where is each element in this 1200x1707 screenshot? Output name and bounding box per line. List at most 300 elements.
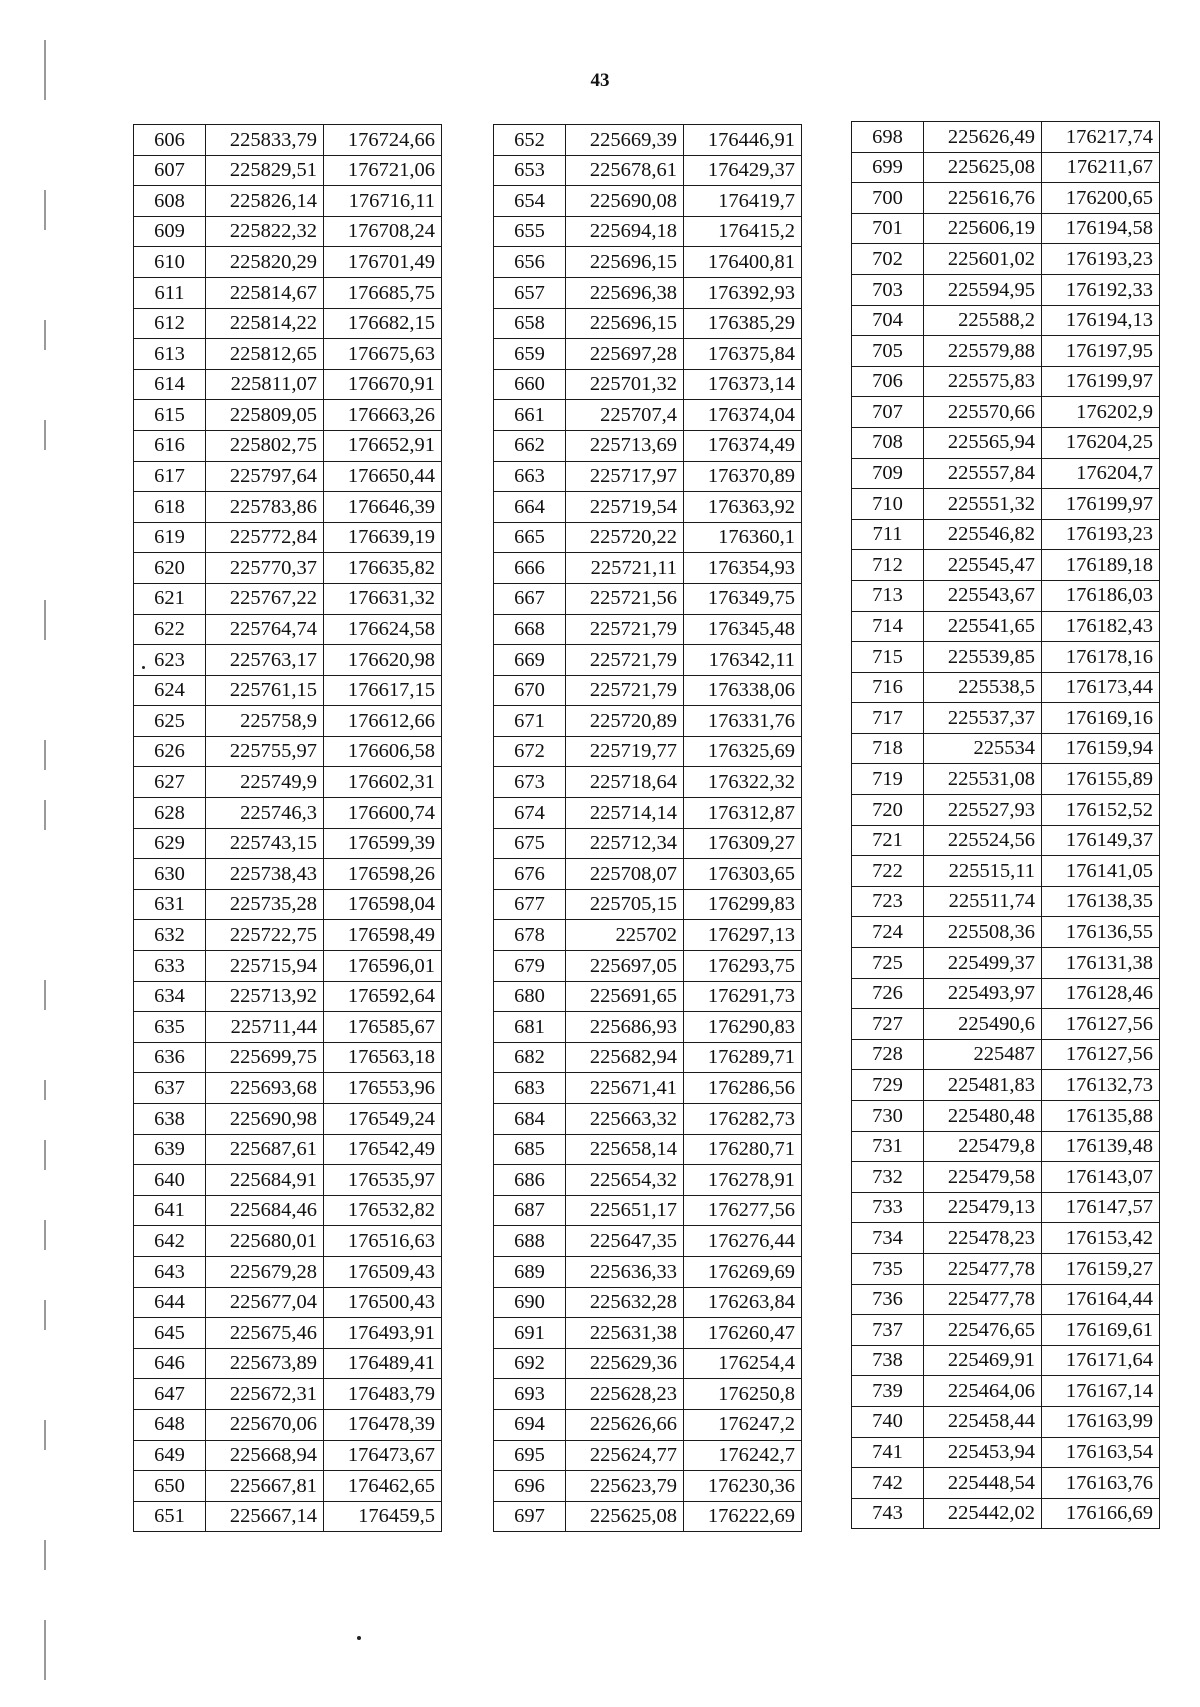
table-row [852,1284,1160,1315]
y-coordinate-cell: 176199,97 [1042,366,1160,397]
point-number-cell: 643 [134,1256,206,1287]
table-row [134,1256,442,1287]
point-number-cell: 667 [494,583,566,614]
y-coordinate-cell: 176342,11 [684,645,802,676]
x-coordinate-cell: 225721,56 [566,583,684,614]
x-coordinate-cell: 225707,4 [566,400,684,431]
table-row [852,274,1160,305]
point-number-cell: 693 [494,1379,566,1410]
table-row [852,886,1160,917]
y-coordinate-cell: 176385,29 [684,308,802,339]
x-coordinate-cell: 225684,46 [206,1195,324,1226]
table-row [494,1501,802,1532]
y-coordinate-cell: 176599,39 [324,828,442,859]
point-number-cell: 743 [852,1498,924,1529]
x-coordinate-cell: 225636,33 [566,1256,684,1287]
point-number-cell: 619 [134,522,206,553]
table-row [494,277,802,308]
table-row [494,675,802,706]
y-coordinate-cell: 176509,43 [324,1256,442,1287]
y-coordinate-cell: 176230,36 [684,1471,802,1502]
x-coordinate-cell: 225719,77 [566,736,684,767]
point-number-cell: 735 [852,1253,924,1284]
scan-margin-mark [44,1080,46,1100]
table-row [852,672,1160,703]
y-coordinate-cell: 176193,23 [1042,519,1160,550]
y-coordinate-cell: 176429,37 [684,155,802,186]
x-coordinate-cell: 225667,81 [206,1471,324,1502]
table-row [852,1070,1160,1101]
x-coordinate-cell: 225758,9 [206,706,324,737]
x-coordinate-cell: 225453,94 [924,1437,1042,1468]
y-coordinate-cell: 176242,7 [684,1440,802,1471]
point-number-cell: 696 [494,1471,566,1502]
x-coordinate-cell: 225713,92 [206,981,324,1012]
y-coordinate-cell: 176592,64 [324,981,442,1012]
x-coordinate-cell: 225588,2 [924,305,1042,336]
table-row [852,1162,1160,1193]
x-coordinate-cell: 225761,15 [206,675,324,706]
x-coordinate-cell: 225625,08 [924,152,1042,183]
x-coordinate-cell: 225487 [924,1039,1042,1070]
y-coordinate-cell: 176312,87 [684,798,802,829]
point-number-cell: 740 [852,1406,924,1437]
x-coordinate-cell: 225770,37 [206,553,324,584]
x-coordinate-cell: 225616,76 [924,183,1042,214]
y-coordinate-cell: 176473,67 [324,1440,442,1471]
x-coordinate-cell: 225508,36 [924,917,1042,948]
x-coordinate-cell: 225693,68 [206,1073,324,1104]
y-coordinate-cell: 176197,95 [1042,336,1160,367]
x-coordinate-cell: 225626,49 [924,122,1042,153]
point-number-cell: 629 [134,828,206,859]
y-coordinate-cell: 176309,27 [684,828,802,859]
x-coordinate-cell: 225524,56 [924,825,1042,856]
y-coordinate-cell: 176516,63 [324,1226,442,1257]
table-row [494,369,802,400]
y-coordinate-cell: 176374,04 [684,400,802,431]
table-row [134,522,442,553]
x-coordinate-cell: 225691,65 [566,981,684,1012]
y-coordinate-cell: 176132,73 [1042,1070,1160,1101]
x-coordinate-cell: 225668,94 [206,1440,324,1471]
point-number-cell: 676 [494,859,566,890]
x-coordinate-cell: 225705,15 [566,889,684,920]
table-row [494,522,802,553]
x-coordinate-cell: 225687,61 [206,1134,324,1165]
point-number-cell: 608 [134,186,206,217]
point-number-cell: 614 [134,369,206,400]
point-number-cell: 697 [494,1501,566,1532]
table-row [494,1195,802,1226]
table-row [494,553,802,584]
table-row [134,767,442,798]
table-row [134,553,442,584]
point-number-cell: 739 [852,1376,924,1407]
table-row [134,736,442,767]
point-number-cell: 727 [852,1009,924,1040]
y-coordinate-cell: 176685,75 [324,277,442,308]
point-number-cell: 659 [494,339,566,370]
x-coordinate-cell: 225654,32 [566,1165,684,1196]
x-coordinate-cell: 225797,64 [206,461,324,492]
point-number-cell: 682 [494,1042,566,1073]
table-row [494,1042,802,1073]
y-coordinate-cell: 176163,99 [1042,1406,1160,1437]
point-number-cell: 685 [494,1134,566,1165]
point-number-cell: 639 [134,1134,206,1165]
y-coordinate-cell: 176724,66 [324,125,442,156]
x-coordinate-cell: 225651,17 [566,1195,684,1226]
x-coordinate-cell: 225538,5 [924,672,1042,703]
x-coordinate-cell: 225663,32 [566,1104,684,1135]
point-number-cell: 738 [852,1345,924,1376]
table-row [852,764,1160,795]
table-row [134,1165,442,1196]
table-row [494,920,802,951]
point-number-cell: 623 [134,645,206,676]
x-coordinate-cell: 225469,91 [924,1345,1042,1376]
y-coordinate-cell: 176563,18 [324,1042,442,1073]
table-row [134,645,442,676]
y-coordinate-cell: 176173,44 [1042,672,1160,703]
x-coordinate-cell: 225743,15 [206,828,324,859]
y-coordinate-cell: 176639,19 [324,522,442,553]
table-row [134,1287,442,1318]
x-coordinate-cell: 225696,38 [566,277,684,308]
x-coordinate-cell: 225545,47 [924,550,1042,581]
point-number-cell: 621 [134,583,206,614]
scan-margin-mark [44,1140,46,1170]
table-row [134,1440,442,1471]
y-coordinate-cell: 176136,55 [1042,917,1160,948]
point-number-cell: 661 [494,400,566,431]
table-row [494,645,802,676]
table-row [494,889,802,920]
table-row [134,125,442,156]
table-row [494,400,802,431]
y-coordinate-cell: 176598,26 [324,859,442,890]
y-coordinate-cell: 176349,75 [684,583,802,614]
y-coordinate-cell: 176598,49 [324,920,442,951]
x-coordinate-cell: 225537,37 [924,703,1042,734]
table-row [134,277,442,308]
y-coordinate-cell: 176392,93 [684,277,802,308]
point-number-cell: 648 [134,1409,206,1440]
x-coordinate-cell: 225579,88 [924,336,1042,367]
table-row [134,675,442,706]
x-coordinate-cell: 225764,74 [206,614,324,645]
point-number-cell: 704 [852,305,924,336]
y-coordinate-cell: 176217,74 [1042,122,1160,153]
table-row [852,458,1160,489]
point-number-cell: 632 [134,920,206,951]
x-coordinate-cell: 225527,93 [924,795,1042,826]
point-number-cell: 622 [134,614,206,645]
x-coordinate-cell: 225570,66 [924,397,1042,428]
x-coordinate-cell: 225783,86 [206,492,324,523]
point-number-cell: 677 [494,889,566,920]
point-number-cell: 635 [134,1012,206,1043]
x-coordinate-cell: 225699,75 [206,1042,324,1073]
y-coordinate-cell: 176193,23 [1042,244,1160,275]
point-number-cell: 618 [134,492,206,523]
scan-margin-mark [44,1420,46,1450]
x-coordinate-cell: 225625,08 [566,1501,684,1532]
point-number-cell: 658 [494,308,566,339]
page-number: 43 [590,70,610,91]
x-coordinate-cell: 225551,32 [924,489,1042,520]
x-coordinate-cell: 225684,91 [206,1165,324,1196]
point-number-cell: 647 [134,1379,206,1410]
y-coordinate-cell: 176374,49 [684,430,802,461]
table-row [134,889,442,920]
y-coordinate-cell: 176370,89 [684,461,802,492]
scan-margin-mark [44,320,46,350]
point-number-cell: 660 [494,369,566,400]
table-row [852,550,1160,581]
x-coordinate-cell: 225701,32 [566,369,684,400]
table-row [852,948,1160,979]
x-coordinate-cell: 225682,94 [566,1042,684,1073]
table-row [134,461,442,492]
x-coordinate-cell: 225696,15 [566,247,684,278]
point-number-cell: 646 [134,1348,206,1379]
x-coordinate-cell: 225735,28 [206,889,324,920]
point-number-cell: 626 [134,736,206,767]
scan-margin-mark [44,740,46,770]
table-row [134,1409,442,1440]
x-coordinate-cell: 225477,78 [924,1253,1042,1284]
table-row [494,951,802,982]
y-coordinate-cell: 176147,57 [1042,1192,1160,1223]
x-coordinate-cell: 225541,65 [924,611,1042,642]
table-row [852,1315,1160,1346]
y-coordinate-cell: 176489,41 [324,1348,442,1379]
x-coordinate-cell: 225670,06 [206,1409,324,1440]
point-number-cell: 690 [494,1287,566,1318]
table-row [134,155,442,186]
table-row [852,519,1160,550]
table-row [494,583,802,614]
y-coordinate-cell: 176631,32 [324,583,442,614]
table-row [494,1287,802,1318]
table-row [852,856,1160,887]
point-number-cell: 606 [134,125,206,156]
table-row [134,186,442,217]
table-row [852,122,1160,153]
table-row [134,1104,442,1135]
y-coordinate-cell: 176553,96 [324,1073,442,1104]
table-row [494,981,802,1012]
x-coordinate-cell: 225712,34 [566,828,684,859]
x-coordinate-cell: 225746,3 [206,798,324,829]
y-coordinate-cell: 176549,24 [324,1104,442,1135]
x-coordinate-cell: 225721,79 [566,675,684,706]
point-number-cell: 634 [134,981,206,1012]
x-coordinate-cell: 225557,84 [924,458,1042,489]
table-row [134,1073,442,1104]
x-coordinate-cell: 225629,36 [566,1348,684,1379]
y-coordinate-cell: 176708,24 [324,216,442,247]
point-number-cell: 620 [134,553,206,584]
point-number-cell: 698 [852,122,924,153]
x-coordinate-cell: 225694,18 [566,216,684,247]
table-row [852,305,1160,336]
y-coordinate-cell: 176297,13 [684,920,802,951]
scan-margin-mark [44,420,46,450]
y-coordinate-cell: 176493,91 [324,1318,442,1349]
y-coordinate-cell: 176345,48 [684,614,802,645]
point-number-cell: 689 [494,1256,566,1287]
table-row [134,492,442,523]
table-row [134,981,442,1012]
x-coordinate-cell: 225477,78 [924,1284,1042,1315]
coordinates-table-3 [851,121,1160,1529]
table-row [494,767,802,798]
point-number-cell: 741 [852,1437,924,1468]
y-coordinate-cell: 176127,56 [1042,1039,1160,1070]
point-number-cell: 733 [852,1192,924,1223]
table-row [494,1012,802,1043]
point-number-cell: 708 [852,427,924,458]
x-coordinate-cell: 225479,13 [924,1192,1042,1223]
x-coordinate-cell: 225829,51 [206,155,324,186]
point-number-cell: 678 [494,920,566,951]
table-row [134,920,442,951]
y-coordinate-cell: 176585,67 [324,1012,442,1043]
point-number-cell: 654 [494,186,566,217]
x-coordinate-cell: 225479,58 [924,1162,1042,1193]
point-number-cell: 691 [494,1318,566,1349]
y-coordinate-cell: 176269,69 [684,1256,802,1287]
x-coordinate-cell: 225720,22 [566,522,684,553]
y-coordinate-cell: 176204,7 [1042,458,1160,489]
point-number-cell: 641 [134,1195,206,1226]
table-row [494,1409,802,1440]
x-coordinate-cell: 225767,22 [206,583,324,614]
y-coordinate-cell: 176222,69 [684,1501,802,1532]
x-coordinate-cell: 225672,31 [206,1379,324,1410]
point-number-cell: 607 [134,155,206,186]
table-row [494,1471,802,1502]
scan-margin-mark [44,800,46,830]
table-row [852,1039,1160,1070]
x-coordinate-cell: 225697,28 [566,339,684,370]
table-row [494,492,802,523]
table-row [134,1379,442,1410]
x-coordinate-cell: 225476,65 [924,1315,1042,1346]
table-row [852,152,1160,183]
point-number-cell: 716 [852,672,924,703]
point-number-cell: 672 [494,736,566,767]
x-coordinate-cell: 225539,85 [924,642,1042,673]
y-coordinate-cell: 176139,48 [1042,1131,1160,1162]
y-coordinate-cell: 176338,06 [684,675,802,706]
point-number-cell: 670 [494,675,566,706]
x-coordinate-cell: 225690,08 [566,186,684,217]
x-coordinate-cell: 225755,97 [206,736,324,767]
table-row [852,336,1160,367]
y-coordinate-cell: 176299,83 [684,889,802,920]
x-coordinate-cell: 225515,11 [924,856,1042,887]
point-number-cell: 610 [134,247,206,278]
table-row [134,828,442,859]
y-coordinate-cell: 176149,37 [1042,825,1160,856]
table-row [494,216,802,247]
point-number-cell: 680 [494,981,566,1012]
y-coordinate-cell: 176598,04 [324,889,442,920]
y-coordinate-cell: 176360,1 [684,522,802,553]
point-number-cell: 718 [852,733,924,764]
y-coordinate-cell: 176483,79 [324,1379,442,1410]
y-coordinate-cell: 176646,39 [324,492,442,523]
point-number-cell: 737 [852,1315,924,1346]
x-coordinate-cell: 225717,97 [566,461,684,492]
table-row [852,1101,1160,1132]
table-row [852,1498,1160,1529]
x-coordinate-cell: 225534 [924,733,1042,764]
x-coordinate-cell: 225546,82 [924,519,1042,550]
point-number-cell: 633 [134,951,206,982]
y-coordinate-cell: 176602,31 [324,767,442,798]
x-coordinate-cell: 225814,67 [206,277,324,308]
x-coordinate-cell: 225826,14 [206,186,324,217]
y-coordinate-cell: 176152,52 [1042,795,1160,826]
point-number-cell: 655 [494,216,566,247]
x-coordinate-cell: 225763,17 [206,645,324,676]
y-coordinate-cell: 176600,74 [324,798,442,829]
table-row [494,125,802,156]
y-coordinate-cell: 176247,2 [684,1409,802,1440]
point-number-cell: 699 [852,152,924,183]
table-row [494,706,802,737]
point-number-cell: 628 [134,798,206,829]
table-row [852,244,1160,275]
point-number-cell: 627 [134,767,206,798]
x-coordinate-cell: 225658,14 [566,1134,684,1165]
point-number-cell: 724 [852,917,924,948]
y-coordinate-cell: 176153,42 [1042,1223,1160,1254]
y-coordinate-cell: 176682,15 [324,308,442,339]
table-row [134,1134,442,1165]
x-coordinate-cell: 225812,65 [206,339,324,370]
x-coordinate-cell: 225678,61 [566,155,684,186]
table-row [134,369,442,400]
x-coordinate-cell: 225479,8 [924,1131,1042,1162]
y-coordinate-cell: 176131,38 [1042,948,1160,979]
x-coordinate-cell: 225499,37 [924,948,1042,979]
point-number-cell: 630 [134,859,206,890]
x-coordinate-cell: 225632,28 [566,1287,684,1318]
point-number-cell: 612 [134,308,206,339]
point-number-cell: 709 [852,458,924,489]
table-row [852,978,1160,1009]
point-number-cell: 728 [852,1039,924,1070]
y-coordinate-cell: 176182,43 [1042,611,1160,642]
y-coordinate-cell: 176276,44 [684,1226,802,1257]
point-number-cell: 609 [134,216,206,247]
y-coordinate-cell: 176415,2 [684,216,802,247]
point-number-cell: 637 [134,1073,206,1104]
y-coordinate-cell: 176373,14 [684,369,802,400]
y-coordinate-cell: 176159,27 [1042,1253,1160,1284]
point-number-cell: 649 [134,1440,206,1471]
point-number-cell: 736 [852,1284,924,1315]
x-coordinate-cell: 225624,77 [566,1440,684,1471]
x-coordinate-cell: 225606,19 [924,213,1042,244]
table-row [134,614,442,645]
